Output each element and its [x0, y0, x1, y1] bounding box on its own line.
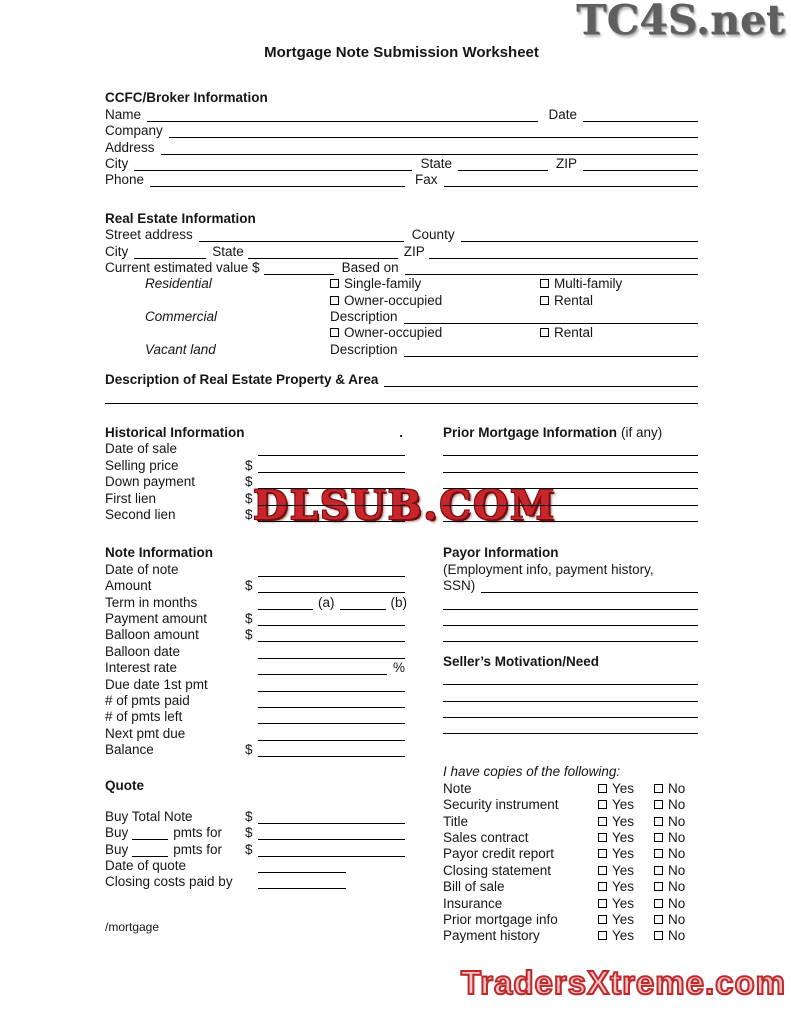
dollar-sign: $	[245, 808, 253, 824]
broker-address-row	[105, 138, 698, 154]
term-a-label: (a)	[318, 594, 335, 610]
copies-row	[443, 894, 698, 910]
pmts-left-line[interactable]	[258, 712, 405, 724]
payor-info-line[interactable]	[443, 614, 698, 626]
dollar-sign: $	[245, 578, 253, 594]
copies-item-label: Closing statement	[443, 862, 552, 878]
name-line[interactable]	[147, 110, 538, 122]
ssn-label: SSN)	[443, 578, 476, 594]
broker-company-row	[105, 122, 698, 138]
no-checkbox[interactable]	[654, 849, 663, 858]
quote-copies-section	[105, 763, 698, 943]
second-lien-line[interactable]	[258, 510, 405, 522]
seller-motivation-line[interactable]	[443, 690, 698, 702]
property-description-line-2[interactable]	[105, 392, 698, 404]
vacant-description-line[interactable]	[404, 345, 698, 357]
no-label: No	[668, 813, 686, 829]
residential-label: Residential	[145, 276, 212, 292]
next-pmt-row	[105, 724, 405, 740]
property-description-row	[105, 371, 698, 387]
closing-costs-label: Closing costs paid by	[105, 874, 233, 890]
seller-motivation-heading: Seller’s Motivation/Need	[443, 653, 600, 669]
date-label: Date	[548, 106, 577, 122]
yes-label: Yes	[612, 846, 635, 862]
payment-amount-label: Payment amount	[105, 610, 208, 626]
tc4s-watermark: TC4S.net	[576, 0, 785, 44]
com-rental-checkbox[interactable]	[540, 328, 549, 337]
payor-subtext-1: (Employment info, payment history,	[443, 561, 654, 577]
dollar-sign: $	[245, 627, 253, 643]
residential-occupancy-row	[105, 291, 698, 307]
interest-rate-label: Interest rate	[105, 660, 178, 676]
dollar-sign: $	[245, 742, 253, 758]
yes-checkbox[interactable]	[598, 784, 607, 793]
com-owner-occupied-label: Owner-occupied	[344, 325, 443, 341]
buy-label: Buy	[105, 841, 129, 857]
buy-total-label: Buy Total Note	[105, 808, 193, 824]
re-zip-line[interactable]	[429, 247, 698, 259]
re-zip-label: ZIP	[403, 243, 425, 259]
buy-pmts-count-line[interactable]	[132, 828, 168, 840]
yes-checkbox[interactable]	[598, 849, 607, 858]
state-line[interactable]	[458, 159, 548, 171]
real-estate-heading: Real Estate Information	[105, 210, 256, 226]
yes-checkbox[interactable]	[598, 833, 607, 842]
dollar-sign: $	[245, 825, 253, 841]
interest-rate-line[interactable]	[258, 663, 387, 675]
copies-item-label: Note	[443, 780, 472, 796]
selling-price-label: Selling price	[105, 457, 179, 473]
no-label: No	[668, 928, 686, 944]
yes-checkbox[interactable]	[598, 931, 607, 940]
buy-pmts-amount-line[interactable]	[258, 828, 405, 840]
no-checkbox[interactable]	[654, 882, 663, 891]
amount-line[interactable]	[258, 581, 405, 593]
balloon-amount-label: Balloon amount	[105, 627, 199, 643]
note-info-column	[105, 544, 405, 757]
no-label: No	[668, 862, 686, 878]
copies-row	[443, 812, 698, 828]
pmts-for-label: pmts for	[173, 825, 223, 841]
res-rental-checkbox[interactable]	[540, 296, 549, 305]
zip-label: ZIP	[555, 155, 577, 171]
broker-city-row	[105, 155, 698, 171]
tradersxtreme-watermark: TradersXtreme.com	[460, 964, 786, 1001]
broker-section-heading: CCFC/Broker Information	[105, 90, 268, 106]
balloon-amount-line[interactable]	[258, 630, 405, 642]
pmts-left-row	[105, 708, 405, 724]
fax-label: Fax	[415, 172, 438, 188]
copies-item-label: Insurance	[443, 895, 503, 911]
company-line[interactable]	[169, 126, 698, 138]
historical-prior-section	[105, 424, 698, 522]
copies-row	[443, 927, 698, 943]
estimated-value-label: Current estimated value $	[105, 259, 260, 275]
com-rental-label: Rental	[554, 325, 594, 341]
form-title: Mortgage Note Submission Worksheet	[264, 44, 539, 61]
due-date-label: Due date 1st pmt	[105, 676, 208, 692]
county-label: County	[411, 227, 455, 243]
payor-info-column	[443, 544, 698, 734]
yes-label: Yes	[612, 830, 635, 846]
based-on-label: Based on	[341, 259, 399, 275]
street-county-row	[105, 226, 698, 242]
commercial-description-label: Description	[330, 309, 398, 325]
payor-info-line[interactable]	[443, 630, 698, 642]
balance-label: Balance	[105, 742, 154, 758]
term-b-label: (b)	[390, 594, 407, 610]
date-of-sale-label: Date of sale	[105, 441, 178, 457]
no-label: No	[668, 780, 686, 796]
dollar-sign: $	[245, 506, 253, 522]
property-description-line-1[interactable]	[384, 375, 698, 387]
seller-motivation-line[interactable]	[443, 706, 698, 718]
date-of-note-line[interactable]	[258, 565, 405, 577]
prior-mortgage-heading: Prior Mortgage Information	[443, 425, 618, 441]
quote-heading: Quote	[105, 778, 144, 794]
property-description-section	[105, 371, 698, 404]
selling-price-row	[105, 456, 405, 472]
dollar-sign: $	[245, 610, 253, 626]
vacant-land-row	[105, 340, 698, 356]
next-pmt-line[interactable]	[258, 729, 405, 741]
yes-checkbox[interactable]	[598, 800, 607, 809]
date-of-quote-label: Date of quote	[105, 858, 187, 874]
prior-mortgage-line[interactable]	[443, 494, 698, 506]
buy-pmts-count-line[interactable]	[132, 845, 168, 857]
re-state-line[interactable]	[248, 247, 398, 259]
copies-item-label: Title	[443, 813, 469, 829]
quote-column	[105, 763, 405, 934]
divider-dot: .	[399, 425, 403, 441]
yes-label: Yes	[612, 862, 635, 878]
historical-heading: Historical Information	[105, 425, 245, 441]
broker-info-section	[105, 89, 698, 187]
date-of-sale-row	[105, 440, 405, 456]
yes-checkbox[interactable]	[598, 882, 607, 891]
name-label: Name	[105, 106, 142, 122]
single-family-label: Single-family	[344, 276, 422, 292]
amount-label: Amount	[105, 578, 152, 594]
no-checkbox[interactable]	[654, 800, 663, 809]
next-pmt-label: Next pmt due	[105, 725, 186, 741]
buy-pmts-row-2	[105, 840, 405, 856]
copies-row	[443, 796, 698, 812]
payor-info-line[interactable]	[443, 598, 698, 610]
county-line[interactable]	[461, 230, 698, 242]
copies-row	[443, 845, 698, 861]
yes-label: Yes	[612, 813, 635, 829]
ssn-row	[443, 577, 698, 593]
res-owner-occupied-label: Owner-occupied	[344, 292, 443, 308]
no-checkbox[interactable]	[654, 866, 663, 875]
footer-note: /mortgage	[105, 919, 160, 934]
pmts-paid-line[interactable]	[258, 696, 405, 708]
prior-mortgage-qualifier: (if any)	[621, 425, 663, 441]
term-row	[105, 593, 405, 609]
balance-row	[105, 741, 405, 757]
commercial-row	[105, 308, 698, 324]
multi-family-label: Multi-family	[554, 276, 623, 292]
percent-sign: %	[392, 660, 405, 676]
second-lien-row	[105, 506, 405, 522]
residential-row	[105, 275, 698, 291]
copies-item-label: Sales contract	[443, 830, 529, 846]
re-city-label: City	[105, 243, 129, 259]
copies-item-label: Prior mortgage info	[443, 911, 558, 927]
value-row	[105, 259, 698, 275]
estimated-value-line[interactable]	[264, 263, 334, 275]
yes-label: Yes	[612, 895, 635, 911]
payment-amount-row	[105, 610, 405, 626]
no-label: No	[668, 895, 686, 911]
yes-label: Yes	[612, 911, 635, 927]
city-line[interactable]	[134, 159, 412, 171]
date-of-quote-line[interactable]	[258, 861, 346, 873]
no-checkbox[interactable]	[654, 817, 663, 826]
copies-row	[443, 861, 698, 877]
due-date-line[interactable]	[258, 680, 405, 692]
closing-costs-line[interactable]	[258, 877, 346, 889]
copies-column	[443, 763, 698, 943]
seller-motivation-line[interactable]	[443, 722, 698, 734]
copies-row	[443, 779, 698, 795]
no-label: No	[668, 846, 686, 862]
closing-costs-row	[105, 873, 405, 889]
city-label: City	[105, 155, 129, 171]
dollar-sign: $	[245, 490, 253, 506]
multi-family-checkbox[interactable]	[540, 279, 549, 288]
prior-mortgage-line[interactable]	[443, 461, 698, 473]
amount-row	[105, 577, 405, 593]
vacant-description-label: Description	[330, 341, 398, 357]
note-info-heading: Note Information	[105, 545, 213, 561]
pmts-paid-label: # of pmts paid	[105, 692, 190, 708]
interest-rate-row	[105, 659, 405, 675]
down-payment-line[interactable]	[258, 477, 405, 489]
balloon-date-label: Balloon date	[105, 643, 181, 659]
buy-label: Buy	[105, 825, 129, 841]
first-lien-row	[105, 489, 405, 505]
yes-label: Yes	[612, 879, 635, 895]
street-address-label: Street address	[105, 227, 193, 243]
date-line[interactable]	[583, 110, 698, 122]
yes-checkbox[interactable]	[598, 915, 607, 924]
copies-heading: I have copies of the following:	[443, 764, 621, 780]
term-label: Term in months	[105, 594, 198, 610]
prior-mortgage-line[interactable]	[443, 510, 698, 522]
balloon-date-row	[105, 642, 405, 658]
yes-checkbox[interactable]	[598, 817, 607, 826]
dollar-sign: $	[245, 474, 253, 490]
payment-amount-line[interactable]	[258, 614, 405, 626]
res-rental-label: Rental	[554, 292, 594, 308]
copies-row	[443, 829, 698, 845]
fax-line[interactable]	[444, 175, 698, 187]
dlsub-stamp-watermark: DLSUB.COM	[253, 482, 557, 529]
no-checkbox[interactable]	[654, 784, 663, 793]
zip-line[interactable]	[583, 159, 698, 171]
down-payment-row	[105, 473, 405, 489]
second-lien-label: Second lien	[105, 506, 176, 522]
selling-price-line[interactable]	[258, 461, 405, 473]
dollar-sign: $	[245, 457, 253, 473]
prior-mortgage-line[interactable]	[443, 444, 698, 456]
copies-item-label: Payment history	[443, 928, 540, 944]
address-line[interactable]	[161, 143, 698, 155]
copies-item-label: Bill of sale	[443, 879, 505, 895]
based-on-line[interactable]	[405, 263, 698, 275]
prior-mortgage-line[interactable]	[443, 477, 698, 489]
balloon-amount-row	[105, 626, 405, 642]
historical-column	[105, 424, 405, 522]
single-family-checkbox[interactable]	[330, 279, 339, 288]
down-payment-label: Down payment	[105, 474, 196, 490]
real-estate-section	[105, 209, 698, 357]
date-of-note-label: Date of note	[105, 561, 179, 577]
property-description-heading: Description of Real Estate Property & Area	[105, 372, 379, 388]
note-payor-section	[105, 544, 698, 757]
historical-heading-row	[105, 424, 405, 440]
buy-total-line[interactable]	[258, 812, 405, 824]
yes-checkbox[interactable]	[598, 866, 607, 875]
balance-line[interactable]	[258, 745, 405, 757]
due-date-row	[105, 675, 405, 691]
date-of-note-row	[105, 560, 405, 576]
pmts-for-label: pmts for	[173, 841, 223, 857]
term-a-line[interactable]	[258, 598, 313, 610]
no-label: No	[668, 911, 686, 927]
copies-row	[443, 878, 698, 894]
phone-label: Phone	[105, 172, 145, 188]
street-address-line[interactable]	[199, 230, 404, 242]
com-owner-occupied-checkbox[interactable]	[330, 328, 339, 337]
property-description-row-2	[105, 387, 698, 403]
phone-line[interactable]	[150, 175, 405, 187]
company-label: Company	[105, 123, 163, 139]
no-checkbox[interactable]	[654, 899, 663, 908]
no-label: No	[668, 830, 686, 846]
dollar-sign: $	[245, 841, 253, 857]
date-of-quote-row	[105, 857, 405, 873]
buy-pmts-amount-line[interactable]	[258, 845, 405, 857]
pmts-paid-row	[105, 692, 405, 708]
yes-label: Yes	[612, 928, 635, 944]
re-city-row	[105, 242, 698, 258]
date-of-sale-line[interactable]	[258, 444, 405, 456]
first-lien-label: First lien	[105, 490, 157, 506]
broker-phone-row	[105, 171, 698, 187]
res-owner-occupied-checkbox[interactable]	[330, 296, 339, 305]
yes-label: Yes	[612, 797, 635, 813]
seller-motivation-line[interactable]	[443, 673, 698, 685]
yes-checkbox[interactable]	[598, 899, 607, 908]
copies-item-label: Payor credit report	[443, 846, 555, 862]
form-content	[105, 44, 698, 943]
prior-mortgage-column	[443, 424, 698, 522]
no-label: No	[668, 879, 686, 895]
commercial-label: Commercial	[145, 309, 218, 325]
payor-heading: Payor Information	[443, 545, 559, 561]
re-city-line[interactable]	[134, 247, 206, 259]
copies-item-label: Security instrument	[443, 797, 559, 813]
yes-label: Yes	[612, 780, 635, 796]
state-label: State	[420, 155, 452, 171]
address-label: Address	[105, 139, 155, 155]
copies-row	[443, 911, 698, 927]
no-checkbox[interactable]	[654, 915, 663, 924]
buy-total-row	[105, 807, 405, 823]
no-checkbox[interactable]	[654, 833, 663, 842]
no-checkbox[interactable]	[654, 931, 663, 940]
pmts-left-label: # of pmts left	[105, 709, 183, 725]
vacant-land-label: Vacant land	[145, 341, 216, 357]
balloon-date-line[interactable]	[258, 647, 405, 659]
term-b-line[interactable]	[340, 598, 386, 610]
broker-name-row	[105, 105, 698, 121]
buy-pmts-row-1	[105, 824, 405, 840]
prior-mortgage-heading-row	[443, 424, 698, 440]
ssn-line[interactable]	[481, 581, 698, 593]
re-state-label: State	[212, 243, 244, 259]
commercial-description-line[interactable]	[404, 312, 698, 324]
commercial-occupancy-row	[105, 324, 698, 340]
no-label: No	[668, 797, 686, 813]
first-lien-line[interactable]	[258, 494, 405, 506]
